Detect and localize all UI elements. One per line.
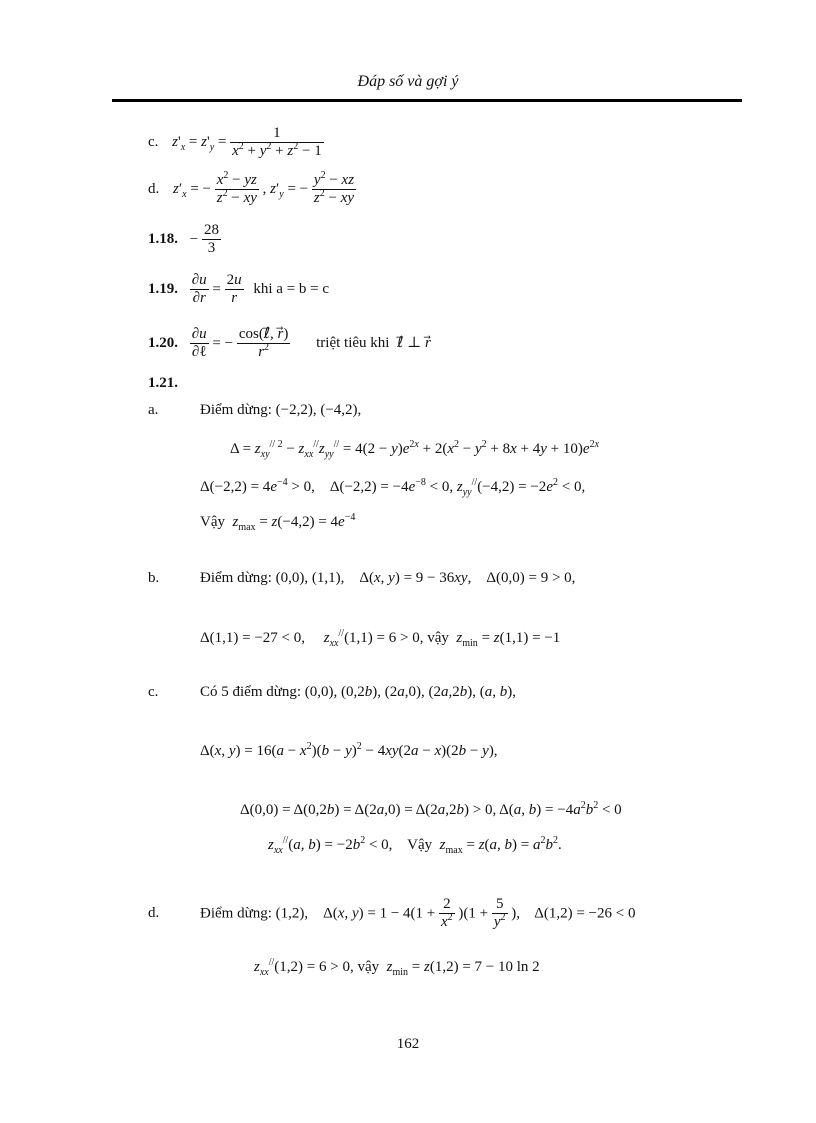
part-b-label: b.	[148, 570, 160, 586]
part-b-result: Δ(1,1) = −27 < 0, $z_{xx}^{//}(1,1) = 6 > 0$, vậy $z_{min} = z(1,1) = -1$	[200, 628, 561, 649]
problem-1-21: 1.21.	[148, 375, 178, 391]
part-c-delta: Δ(x, $y) = 16(a - x^2)(b - y)^2 - 4xy(2a - x)(2b - y)$,	[200, 741, 498, 759]
part-a-values: $\Delta(-2,2) = 4e^{-4} > 0$, $\Delta(-2,2) = -4e^{-8} < 0$, $z_{yy}^{//}(-4,2) = -2e^2 < 0$,	[200, 477, 586, 498]
page-number: 162	[396, 1036, 420, 1052]
part-b-stationary: Điểm dừng: (0,0), (1,1), Δ(x, y) = 9 − 36xy, Δ(0,0) = 9 > 0,	[200, 570, 576, 586]
running-header: Đáp số và gợi ý	[357, 73, 459, 90]
part-a-label: a.	[148, 402, 159, 418]
part-c-stationary: Có 5 điểm dừng: (0,0), (0,2b), (2a,0), (2a,2b), (a, b),	[200, 684, 517, 700]
part-a-stationary: Điểm dừng: (−2,2), (−4,2),	[200, 402, 362, 418]
part-d-label: d.	[148, 905, 160, 921]
answer-1-20: 1.20. $\frac{\partial u}{\text{∂ℓ}}$ = − $\frac{\text{cos(ℓ⃗, r⃗)}}{r^2}$ triệt tiêu khi ℓ⃗ ⊥ r	[148, 326, 431, 361]
part-a-delta: $\Delta = z_{xy}^{// 2} - z_{xx}^{//}z_{yy}^{//} = 4(2 - y)e^{2x} + 2(x^2 - y^2 + 8x + 4y + 10)e^{2x}$	[230, 439, 600, 460]
part-d-result: $z_{xx}^{//}(1,2) = 6 > 0$, vậy $z_{min} = z(1,2) = 7 - 10$ ln 2	[254, 957, 540, 978]
part-c-values: Δ(0,0) = Δ(0,2b) = Δ(2a,0) = Δ(2a,2b) > 0, Δ(a, $b) = -4a^2b^2 < 0$	[240, 800, 622, 818]
part-c-label: c.	[148, 684, 159, 700]
part-a-result: Vậy $z_{max} = z(-4,2) = 4e^{-4}$	[200, 512, 356, 533]
header-rule	[112, 99, 742, 102]
answer-1-19: 1.19. $\frac{\partial u}{\partial r}$ = $\frac{2u}{r}$ khi a = b = c	[148, 272, 330, 307]
answer-1-18: 1.18. − $\frac{28}{3}$	[148, 222, 219, 257]
part-d-stationary: Điểm dừng: (1,2), Δ(x, y) = 1 − 4(1 + $\frac{2}{x^2}$ )(1 + $\frac{5}{y^2}$ ), Δ(1,2) = −26 < 0	[200, 896, 636, 931]
answer-d: d. $z'_x$ = − $\frac{x^2 - yz}{z^2 - xy}$ , $z'_y$ = − $\frac{y^2 - xz}{z^2 - xy}$	[148, 170, 355, 207]
part-c-result: $z_{xx}^{//}(a$, $b) = -2b^2 < 0$, Vậy $z_{max} = z(a$, $b) = a^2b^2$.	[268, 835, 562, 856]
answer-c: c. $z'_x = z'_y$ = $\frac{1}{x^2 + y^2 + z^2 - 1}$	[148, 125, 322, 160]
